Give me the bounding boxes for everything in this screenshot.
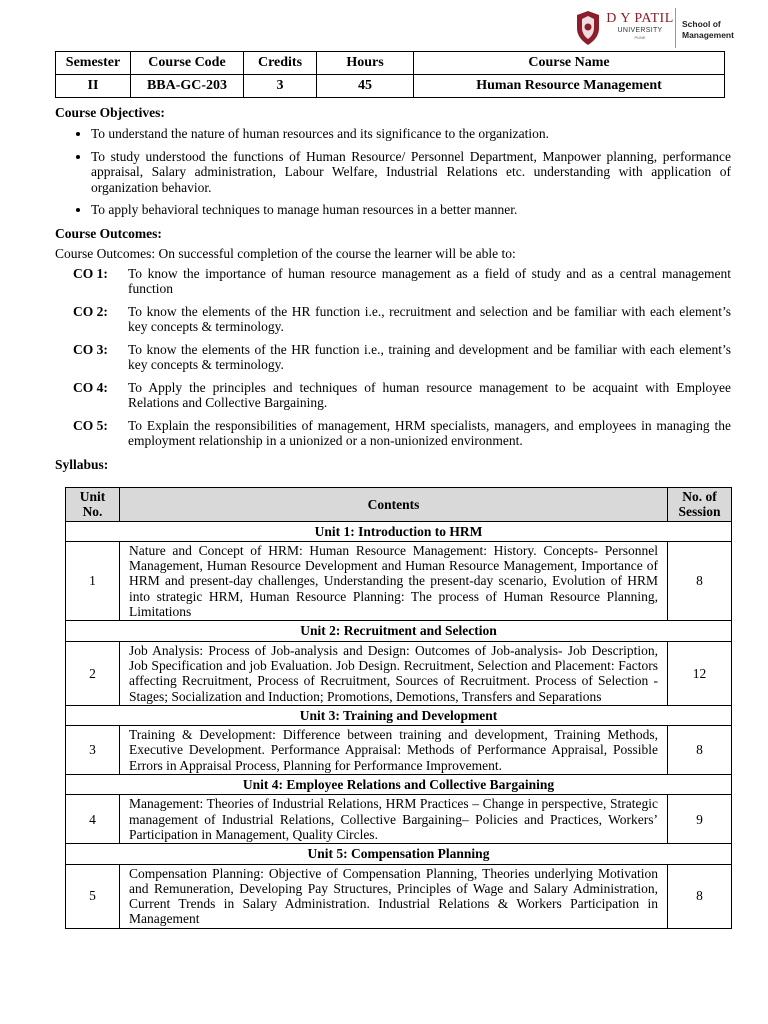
unit-sessions: 8 <box>668 541 732 620</box>
header-hours: Hours <box>317 52 414 75</box>
logo-divider <box>675 8 676 48</box>
university-logo <box>575 8 735 48</box>
outcome-text: To Explain the responsibilities of management, HRM specialists, managers, and employees in managing the employment relationship in a unionized or a non-unionized environment. <box>128 417 731 448</box>
unit-number: 5 <box>66 864 120 928</box>
unit-sessions: 8 <box>668 726 732 775</box>
header-credits: Credits <box>244 52 317 75</box>
outcome-item <box>73 342 731 373</box>
objective-item: • To understand the nature of human resources and its significance to the organization. <box>91 126 731 142</box>
syllabus-table <box>65 487 732 929</box>
header-course-code: Course Code <box>131 52 244 75</box>
outcome-label: CO 2: <box>73 303 108 319</box>
outcome-text: To know the importance of human resource management as a field of study and as a central management function <box>128 265 731 296</box>
table-row <box>66 864 732 928</box>
outcomes-intro: Course Outcomes: On successful completion of the course the learner will be able to: <box>55 245 516 261</box>
unit-title: Unit 3: Training and Development <box>66 705 732 725</box>
course-info-value-row <box>56 75 725 98</box>
value-credits: 3 <box>244 75 317 98</box>
header-course-name: Course Name <box>414 52 725 75</box>
unit-title: Unit 1: Introduction to HRM <box>66 521 732 541</box>
university-name-line1: D Y PATIL <box>606 11 674 26</box>
unit-title-row <box>66 705 732 725</box>
col-unit-no: Unit No. <box>66 488 120 522</box>
university-name <box>605 12 675 41</box>
unit-contents: Nature and Concept of HRM: Human Resource Management: History. Concepts- Personnel Management, Human Resource Development and Human Resource Management, Importance of HRM and present-day challenges, Understanding the present-day scenario, Evolution of HRM into strategic HRM, Human Resource Planning: The process of Human Resource Planning, Limitations <box>120 541 668 620</box>
objectives-list <box>55 126 731 218</box>
unit-contents: Training & Development: Difference between training and development, Training Methods, Executive Development. Performance Appraisal: Methods of Performance Appraisal, Possible Errors in Appraisal Process, Planning for Performance Improvement. <box>120 726 668 775</box>
outcome-text: To Apply the principles and techniques of human resource management to be acquaint with Employee Relations and Collective Bargaining. <box>128 379 731 410</box>
outcome-text: To know the elements of the HR function i.e., training and development and be familiar with each element’s key concepts & terminology. <box>128 341 731 372</box>
document-body <box>55 104 731 474</box>
col-sessions: No. of Session <box>668 488 732 522</box>
value-hours: 45 <box>317 75 414 98</box>
unit-sessions: 8 <box>668 864 732 928</box>
unit-title: Unit 4: Employee Relations and Collective Bargaining <box>66 775 732 795</box>
syllabus-heading: Syllabus: <box>55 456 109 472</box>
outcome-label: CO 4: <box>73 379 108 395</box>
value-course-name: Human Resource Management <box>414 75 725 98</box>
outcome-text: To know the elements of the HR function i.e., recruitment and selection and be familiar with each element’s key concepts & terminology. <box>128 303 731 334</box>
school-name-line2: Management <box>682 30 734 40</box>
outcome-label: CO 5: <box>73 417 108 433</box>
outcome-label: CO 1: <box>73 265 108 281</box>
outcome-label: CO 3: <box>73 341 108 357</box>
objective-item: • To study understood the functions of Human Resource/ Personnel Department, Manpower planning, performance appraisal, Salary administration, Labour Welfare, Industrial Relations etc. understanding with application of organization behavior. <box>91 149 731 196</box>
value-semester: II <box>56 75 131 98</box>
unit-sessions: 12 <box>668 641 732 705</box>
unit-number: 2 <box>66 641 120 705</box>
table-row <box>66 641 732 705</box>
course-info-header-row <box>56 52 725 75</box>
unit-number: 4 <box>66 795 120 844</box>
syllabus-header-row <box>66 488 732 522</box>
col-contents: Contents <box>120 488 668 522</box>
outcome-item <box>73 380 731 411</box>
objective-item: • To apply behavioral techniques to manage human resources in a better manner. <box>91 202 731 218</box>
unit-number: 1 <box>66 541 120 620</box>
table-row <box>66 726 732 775</box>
outcome-item <box>73 304 731 335</box>
header-semester: Semester <box>56 52 131 75</box>
unit-title-row <box>66 844 732 864</box>
unit-sessions: 9 <box>668 795 732 844</box>
school-name-line1: School of <box>682 19 721 29</box>
university-shield-icon <box>575 10 601 46</box>
unit-contents: Compensation Planning: Objective of Compensation Planning, Theories underlying Motivation and Remuneration, Developing Pay Structures, Principles of Wage and Salary Administration, Current Trends in Salary Administration. Industrial Relations & Workers Participation in Management <box>120 864 668 928</box>
value-course-code: BBA-GC-203 <box>131 75 244 98</box>
outcome-item <box>73 266 731 297</box>
unit-title-row <box>66 775 732 795</box>
university-name-line2: UNIVERSITY <box>617 27 663 34</box>
course-info-table <box>55 51 725 98</box>
table-row <box>66 795 732 844</box>
unit-title-row <box>66 521 732 541</box>
school-name <box>682 19 734 41</box>
outcome-item <box>73 418 731 449</box>
unit-title: Unit 5: Compensation Planning <box>66 844 732 864</box>
outcomes-heading: Course Outcomes: <box>55 225 162 241</box>
objectives-heading: Course Objectives: <box>55 105 165 120</box>
university-name-line3: PUNE <box>634 35 646 40</box>
unit-contents: Management: Theories of Industrial Relations, HRM Practices – Change in perspective, Strategic management of Industrial Relations, Collective Bargaining– Policies and Practices, Workers’ Participation in Management, Quality Circles. <box>120 795 668 844</box>
table-row <box>66 541 732 620</box>
unit-title-row <box>66 621 732 641</box>
unit-number: 3 <box>66 726 120 775</box>
unit-title: Unit 2: Recruitment and Selection <box>66 621 732 641</box>
unit-contents: Job Analysis: Process of Job-analysis and Design: Outcomes of Job-analysis- Job Description, Job Specification and job Evaluation. Job Design. Recruitment, Selection and Placement: Factors affecting Recruitment, Process of Recruitment, Sources of Recruitment. Process of Selection - Stages; Socialization and Induction; Promotions, Demotions, Transfers and Separations <box>120 641 668 705</box>
